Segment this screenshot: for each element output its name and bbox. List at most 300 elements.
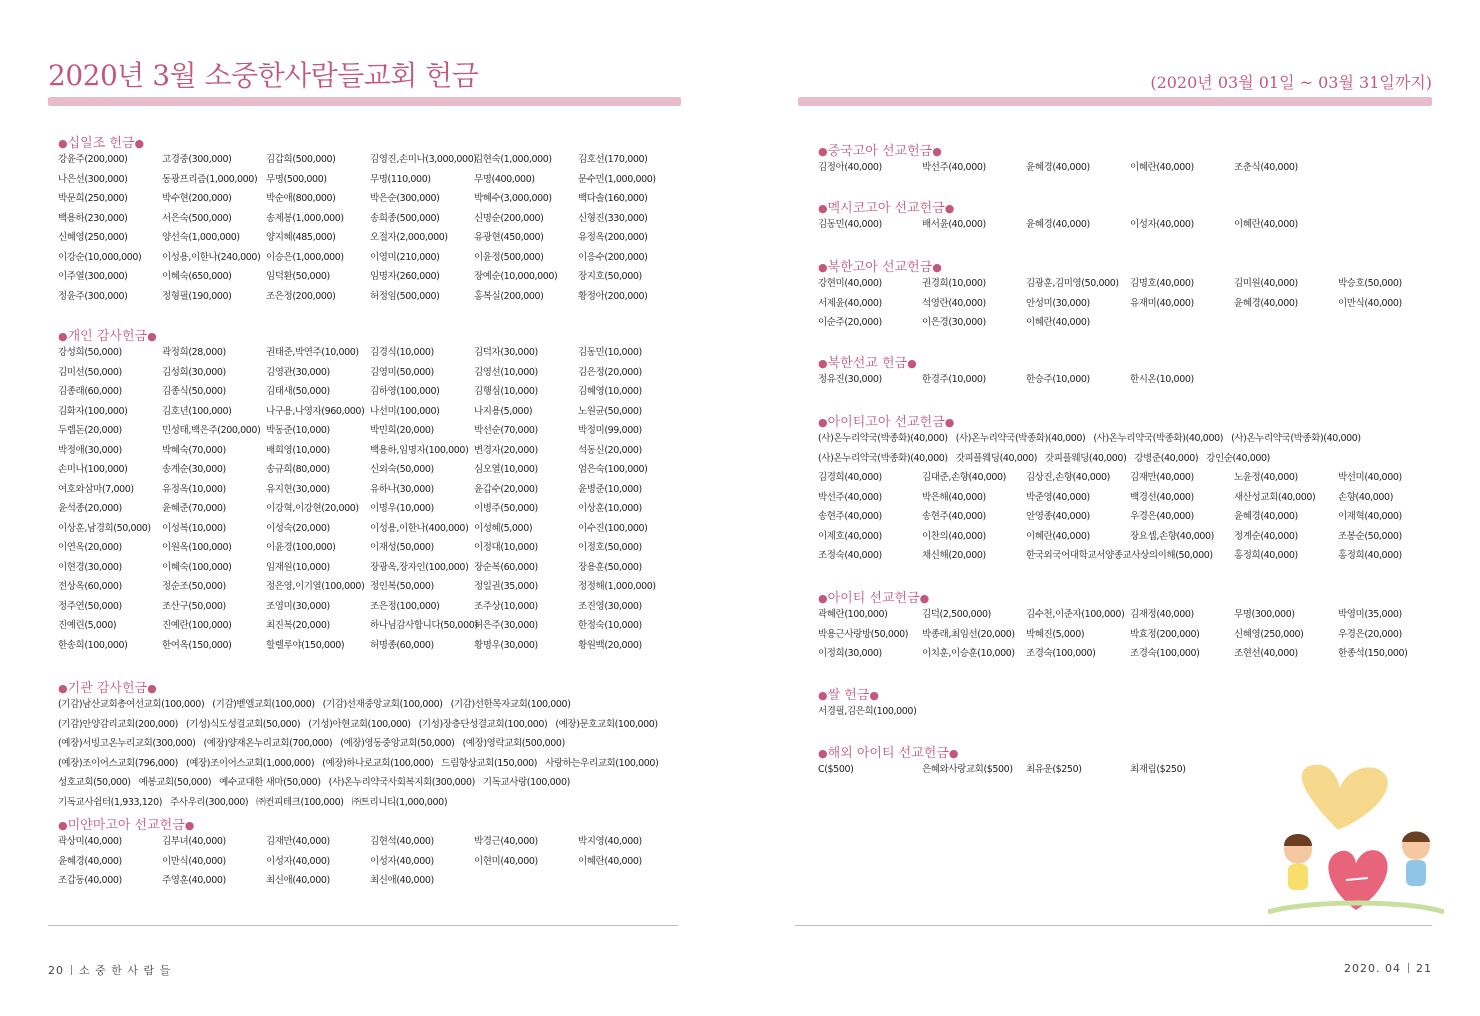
donor-entry: 송계순(30,000) [162,464,226,475]
donor-entry: 김대준,손향(40,000) [922,472,1006,483]
offering-section [58,814,682,891]
donor-entry: 이영미(210,000) [370,251,440,263]
bullet-icon: ● [58,137,68,150]
donor-entry: 심오열(10,000) [474,464,538,475]
donor-entry: 기독교사쉼터(1,933,120) [58,796,163,808]
donor-entry: 우경은(20,000) [1338,628,1402,640]
section-heading [818,140,1442,158]
section-heading-text: 북한선교 헌금 [827,356,908,371]
bullet-icon: ● [147,682,157,695]
donor-entry: 윤병준(10,000) [578,483,642,495]
donor-entry: 최신애(40,000) [266,875,330,886]
donor-entry: 한종석(150,000) [1338,648,1408,659]
donor-entry: 박은순(300,000) [370,193,440,204]
donor-entry: 김수천,이준자(100,000) [1026,609,1125,620]
right-footer [1344,962,1432,975]
bullet-icon: ● [147,330,157,343]
donor-entry: ㈜트리니티(1,000,000) [351,796,448,808]
donor-entry: 윤혜경(40,000) [1234,297,1298,309]
donor-entry: 이혜란(40,000) [1026,530,1090,542]
donor-entry: 문수민(1,000,000) [578,173,656,185]
donor-entry: 김정아(40,000) [818,162,882,173]
donor-entry: (예장)서빙고온누리교회(300,000) [58,738,196,749]
donor-entry: 이혜란(40,000) [1234,219,1298,230]
donor-entry: 주사우리(300,000) [170,796,249,808]
page-title: 2020년 3월 소중한사람들교회 헌금 [48,59,479,92]
donor-entry: 김명호(40,000) [1130,278,1194,289]
section-heading-text: 아이티 선교헌금 [827,591,920,606]
bullet-icon: ● [919,592,930,605]
donor-entry: 김덕(2,500,000) [922,609,991,620]
donor-entry: 한경주(10,000) [922,374,986,385]
donor-entry: (사)온누리약국(박종화)(40,000) [818,433,948,444]
donor-list [58,150,682,306]
donor-entry: 이혜란(40,000) [1026,317,1090,328]
donor-entry: 안성미(30,000) [1026,297,1090,309]
donor-entry: 정인복(50,000) [370,581,434,592]
donor-entry: 나은선(300,000) [58,173,128,185]
donor-entry: 박선순(70,000) [474,425,538,436]
donor-entry: 이윤정(500,000) [474,251,544,263]
donor-entry: 곽정희(28,000) [162,347,226,358]
donor-entry: 박효정(200,000) [1130,628,1200,640]
donor-entry: 송현주(40,000) [818,511,882,522]
donor-entry: (예장)조이어스교회(796,000) [58,757,178,769]
donor-entry: 신형진(330,000) [578,212,648,224]
donor-entry: 성호교회(50,000) [58,777,131,788]
donor-entry: 이현경(30,000) [58,561,122,573]
donor-entry: 김영선(10,000) [474,366,538,378]
donor-entry: 이치훈,이승훈(10,000) [922,648,1015,659]
donor-entry: 한시온(10,000) [1130,374,1194,385]
page-number: 21 [1416,962,1432,975]
donor-entry: 송제봉(1,000,000) [266,212,344,224]
donor-entry: 이원옥(100,000) [162,542,232,553]
donor-entry: 권태준,박연주(10,000) [266,347,359,358]
donor-entry: (기성)장충단성결교회(100,000) [418,718,548,730]
donor-entry: 박지영(40,000) [578,836,642,847]
donor-entry: 김영관(30,000) [266,366,330,378]
donor-entry: 이혜숙(650,000) [162,271,232,282]
donor-entry: 장광옥,장자인(100,000) [370,561,469,573]
bullet-icon: ● [907,357,917,370]
bullet-icon: ● [818,592,828,605]
donor-entry: 정계순(40,000) [1234,530,1298,542]
donor-entry: 허정임(500,000) [370,290,440,302]
donor-entry: 강윤주(200,000) [58,154,128,165]
donor-entry: 신명순(200,000) [474,212,544,224]
donor-entry: 강성희(50,000) [58,347,122,358]
donor-entry: 양선숙(1,000,000) [162,232,240,243]
donor-list [818,702,1442,722]
bullet-icon: ● [944,416,955,429]
page-number: 20 [48,964,64,977]
section-heading [818,742,1442,760]
donor-entry: 이수진(100,000) [578,522,648,534]
donor-entry: 유정옥(10,000) [162,483,226,495]
donor-entry: 송현주(40,000) [922,511,986,522]
donor-entry: 윤석종(20,000) [58,503,122,514]
donor-entry: 주영훈(40,000) [162,875,226,886]
donor-entry: 김동민(10,000) [578,347,642,358]
donor-entry: 이성자(40,000) [266,855,330,867]
donor-entry: 신외숙(50,000) [370,464,434,475]
donor-entry: 조현선(40,000) [1234,648,1298,659]
section-heading [818,684,1442,702]
donor-entry: 김하영(100,000) [370,386,440,397]
donor-entry: 백용하,임명자(100,000) [370,444,469,456]
donor-entry: 서은숙(500,000) [162,212,232,224]
bullet-icon: ● [818,261,828,274]
donor-entry: 최재림($250) [1130,764,1186,775]
donor-entry: 조정숙(40,000) [818,550,882,561]
section-heading-text: 쌀 헌금 [827,688,870,703]
section-heading [818,352,1442,370]
donor-entry: 송희종(500,000) [370,212,440,224]
donor-entry: 박경근(40,000) [474,836,538,847]
donor-entry: 신혜영(250,000) [58,232,128,243]
donor-entry: 김갑희(500,000) [266,154,336,165]
donor-entry: (기성)아현교회(100,000) [308,718,411,730]
donor-list [58,832,682,891]
donor-entry [1130,546,1234,566]
donor-entry: 홍정희(40,000) [1234,550,1298,561]
donor-entry: (기성)식도성결교회(50,000) [185,718,301,730]
section-heading-text: 북한고아 선교헌금 [827,260,933,275]
donor-entry: 정순조(50,000) [162,581,226,592]
section-heading-text: 미얀마고아 선교헌금 [67,818,185,833]
donor-entry: 최진복(20,000) [266,620,330,631]
donor-entry: 김행심(10,000) [474,386,538,397]
donor-entry: 장순복(60,000) [474,561,538,573]
donor-entry: 황명우(30,000) [474,639,538,651]
donor-entry: 민성태,백은주(200,000) [162,425,261,436]
donor-entry: 유재미(40,000) [1130,297,1194,309]
donor-entry: (예장)양재온누리교회(700,000) [203,738,333,749]
donor-entry: 최유운($250) [1026,764,1082,775]
donor-entry: 조춘식(40,000) [1234,162,1298,173]
donor-entry: 임재원(10,000) [266,561,330,573]
section-heading-text: 기관 감사헌금 [67,681,148,696]
bullet-icon: ● [818,145,828,158]
donor-list [818,274,1442,333]
donor-list [818,215,1442,235]
donor-entry: 손미나(100,000) [58,464,128,475]
donor-entry: 이혜숙(100,000) [162,561,232,573]
donor-entry: 김동민(40,000) [818,219,882,230]
donor-entry: 김태새(50,000) [266,386,330,397]
donor-entry: 예수교대한 새마(50,000) [219,777,321,788]
donor-entry: 장요셉,손향(40,000) [1130,530,1214,542]
donor-entry: 고경중(300,000) [162,154,232,165]
donor-entry: 조은정(100,000) [370,600,440,612]
donor-entry: 박영미(35,000) [1338,609,1402,620]
donor-entry: 이성혜(5,000) [474,522,533,534]
magazine-name: 소 중 한 사 람 들 [79,964,172,977]
donor-list [818,370,1442,390]
offering-section [818,587,1442,664]
donor-entry: 이정호(50,000) [578,542,642,553]
donor-entry: 이윤경(100,000) [266,542,336,553]
bullet-icon: ● [58,330,68,343]
donor-entry: 김재정(40,000) [1130,609,1194,620]
donor-entry: 채신해(20,000) [922,550,986,561]
donor-entry: 이은경(30,000) [922,317,986,328]
donor-entry: 김화자(100,000) [58,405,128,417]
donor-entry: 나구용,나영자(960,000) [266,405,365,417]
donor-entry: 박은해(40,000) [922,491,986,503]
donor-entry: 유하나(30,000) [370,483,434,495]
donor-entry: 정윤주(300,000) [58,290,128,302]
donor-entry: 송규희(80,000) [266,464,330,475]
offering-section [818,468,1442,566]
bullet-icon: ● [184,819,195,832]
donor-entry: 박민희(20,000) [370,425,434,436]
donor-entry: (사)온누리약국(박종화)(40,000) [818,452,948,464]
donor-entry: 여호와삼마(7,000) [58,483,134,495]
donor-entry: 조은정(200,000) [266,290,336,302]
donor-entry: 할렐루야(150,000) [266,639,345,651]
donor-entry: 이만식(40,000) [162,855,226,867]
donor-entry: 안영종(40,000) [1026,511,1090,522]
donor-entry: 무명(110,000) [370,173,431,185]
donor-entry: 드림향상교회(150,000) [441,757,538,769]
donor-entry: 석영란(40,000) [922,297,986,309]
donor-entry: 김현숙(1,000,000) [474,154,552,165]
donor-entry: 백다솔(160,000) [578,193,648,204]
donor-entry: (예장)조이어스교회(1,000,000) [185,757,315,769]
donor-entry: (예장)하나로교회(100,000) [322,757,434,769]
donor-entry: ㈜컨피테크(100,000) [256,796,344,808]
bullet-icon: ● [948,747,959,760]
right-page [740,0,1480,1016]
footer-separator [1408,963,1409,973]
donor-entry: 김호년(100,000) [162,405,232,417]
donor-entry: 변경자(20,000) [474,444,538,456]
donor-entry: 갓피플웨딩(40,000) [1045,452,1127,464]
donor-entry: (사)온누리약국사회복지회(300,000) [328,777,475,788]
donor-entry: 유광현(450,000) [474,232,544,243]
section-heading [58,132,682,150]
offering-section [818,411,1378,468]
bullet-icon: ● [134,137,145,150]
section-heading-text: 십일조 헌금 [67,136,135,151]
donor-entry: 유지현(30,000) [266,483,330,495]
donor-entry: 이순주(20,000) [818,317,882,328]
donor-list [818,158,1442,178]
donor-entry: (예장)영락교회(500,000) [462,738,565,749]
donor-entry: 이응수(200,000) [578,251,648,263]
donor-entry: 이성용,이한나(240,000) [162,251,261,263]
donor-entry: 임덕환(50,000) [266,271,330,282]
donor-entry: 정형필(190,000) [162,290,232,302]
donor-entry: 김성희(30,000) [162,366,226,378]
offering-section [818,352,1442,390]
donor-entry: 이만식(40,000) [1338,297,1402,309]
donor-entry: 기독교사랑(100,000) [482,777,570,788]
offering-section [818,684,1442,722]
donor-entry: 무명(500,000) [266,173,327,185]
donor-entry: 하나님감사합니다(50,000) [370,620,478,631]
left-footer [48,962,171,978]
bullet-icon: ● [58,682,68,695]
offering-section [58,325,682,655]
donor-entry: 이강순(10,000,000) [58,251,142,263]
donor-entry: 강현미(40,000) [818,278,882,289]
donor-entry: 김종래(60,000) [58,386,122,397]
donor-entry: 김재만(40,000) [266,836,330,847]
donor-entry: 조진영(30,000) [578,600,642,612]
donor-entry: 홍정희(40,000) [1338,550,1402,561]
donor-entry: 이승은(1,000,000) [266,251,344,263]
donor-entry: 강병준(40,000) [1134,452,1199,464]
donor-entry: 황정아(200,000) [578,290,648,302]
section-heading-text: 개인 감사헌금 [67,329,148,344]
donor-entry: 백용하(230,000) [58,212,128,224]
bullet-icon: ● [818,416,828,429]
donor-entry: 박선주(40,000) [922,162,986,173]
donor-entry: 노윤정(40,000) [1234,472,1298,483]
donor-entry: 이병주(50,000) [474,503,538,514]
donor-entry: 박순애(800,000) [266,193,336,204]
donor-entry: 김호선(170,000) [578,154,648,165]
section-heading-text: 멕시코고아 선교헌금 [827,201,945,216]
donor-entry: 강인순(40,000) [1206,452,1270,464]
donor-entry: 박준영(40,000) [1026,491,1090,503]
issue-date: 2020. 04 [1344,962,1401,975]
donor-entry: 박혜숙(70,000) [162,444,226,456]
donor-entry: 김경식(10,000) [370,347,434,358]
donor-entry: 김광훈,김미영(50,000) [1026,278,1119,289]
donor-entry: 이성용,이한나(400,000) [370,522,469,534]
donor-entry: 이정희(30,000) [818,648,882,659]
donor-entry: 최신애(40,000) [370,875,434,886]
donor-entry: 나선미(100,000) [370,405,440,417]
donor-entry: 박선미(40,000) [1338,472,1402,483]
donor-entry: 이명우(10,000) [370,503,434,514]
footer-separator [71,965,72,975]
donor-entry: 김덕자(30,000) [474,347,538,358]
donor-entry: 김은정(20,000) [578,366,642,378]
donor-entry: 이상훈(10,000) [578,503,642,514]
donor-entry: 무명(300,000) [1234,609,1295,620]
donor-entry: 이혜란(40,000) [578,855,642,867]
donor-entry: 조경숙(100,000) [1130,648,1200,659]
donor-entry: (기감)남산교회총여선교회(100,000) [58,699,205,710]
section-heading-text: 아이티고아 선교헌금 [827,415,945,430]
donor-entry: 조산구(50,000) [162,600,226,612]
donor-entry: 윤혜경(40,000) [1234,511,1298,522]
donor-entry: 장예순(10,000,000) [474,271,558,282]
donor-entry: 김종식(50,000) [162,386,226,397]
donor-list [58,343,682,655]
donor-entry: 신혜영(250,000) [1234,628,1304,640]
donor-entry: 석동신(20,000) [578,444,642,456]
donor-entry: (사)온누리약국(박종화)(40,000) [955,433,1086,444]
bullet-icon: ● [932,261,942,274]
donor-entry: 엄은숙(100,000) [578,464,648,475]
donor-entry: 김현석(40,000) [370,836,434,847]
donor-entry: 한국외국어대학교서양종교사상의이해(50,000) [1026,550,1213,561]
section-heading [818,587,1442,605]
donor-entry: 동광프리즘(1,000,000) [162,173,258,185]
donor-entry: 오절자(2,000,000) [370,232,448,243]
donor-entry: 박선주(40,000) [818,491,882,503]
donor-entry: 박승호(50,000) [1338,278,1402,289]
donor-entry: 진예린(5,000) [58,620,117,631]
donor-entry: 허명종(60,000) [370,639,434,651]
donor-entry: 배서윤(40,000) [922,219,986,230]
donor-entry: (기감)선재중앙교회(100,000) [322,699,443,710]
bullet-icon: ● [944,202,955,215]
donor-entry: 양지혜(485,000) [266,232,336,243]
donor-entry: 이재혁(40,000) [1338,511,1402,522]
donor-entry: 서경필,김은희(100,000) [818,706,917,717]
donor-list [818,468,1442,566]
donor-entry: 이성복(10,000) [162,522,226,534]
donor-entry: 홍복실(200,000) [474,290,544,302]
donor-entry: 김경희(40,000) [818,472,882,483]
title-divider-band [48,97,681,106]
donor-entry: 김미원(40,000) [1234,278,1298,289]
donor-entry: 진예란(100,000) [162,620,232,631]
donor-entry: 이강혁,이강현(20,000) [266,503,359,514]
donor-entry: 이재성(50,000) [370,542,434,553]
offering-section [58,677,678,812]
donor-entry: 박수현(200,000) [162,193,232,204]
donor-entry: (예장)영동중앙교회(50,000) [340,738,455,749]
donor-entry: 김부녀(40,000) [162,836,226,847]
donor-entry: 김재만(40,000) [1130,472,1194,483]
bottom-divider [48,925,678,926]
donor-entry: 은혜와사랑교회($500) [922,764,1013,775]
bullet-icon: ● [818,357,828,370]
bullet-icon: ● [869,689,880,702]
donor-entry: 조주상(10,000) [474,600,538,612]
donor-entry: 허은주(30,000) [474,620,538,631]
donor-entry: 김영진,손미나(3,000,000) [370,154,477,165]
donor-entry: 권경희(10,000) [922,278,986,289]
donor-entry: 이찬의(40,000) [922,530,986,542]
section-heading [58,325,682,343]
section-heading [58,814,682,832]
donor-entry: 예봉교회(50,000) [138,777,212,788]
donor-entry: 김상진,손향(40,000) [1026,472,1110,483]
donor-entry: 한여옥(150,000) [162,639,232,651]
section-heading-text: 해외 아이티 선교헌금 [827,746,949,761]
donor-entry: 사랑하는우리교회(100,000) [545,757,659,769]
donor-entry: 윤혜경(40,000) [1026,219,1090,230]
donor-entry: (기감)벧엘교회(100,000) [212,699,315,710]
donor-entry: (사)온누리약국(박종화)(40,000) [1093,433,1224,444]
donor-entry: 곽상미(40,000) [58,836,122,847]
donor-entry: (기감)선한목자교회(100,000) [450,699,571,710]
donor-entry: 박정미(99,000) [578,425,642,436]
donor-entry: 손향(40,000) [1338,491,1394,503]
donor-entry: 노원균(50,000) [578,405,642,417]
kids-heart-illustration [1268,760,1444,920]
bottom-divider [795,925,1432,926]
section-heading [818,197,1442,215]
donor-entry: 이성자(40,000) [370,855,434,867]
donor-entry: 윤혜준(70,000) [162,503,226,514]
section-heading [818,256,1442,274]
section-heading-text: 중국고아 선교헌금 [827,144,933,159]
title-divider-band [798,97,1432,106]
donor-entry: 김혜영(10,000) [578,386,642,397]
donor-entry: (예장)문호교회(100,000) [555,718,658,730]
donor-entry: 한승주(10,000) [1026,374,1090,385]
